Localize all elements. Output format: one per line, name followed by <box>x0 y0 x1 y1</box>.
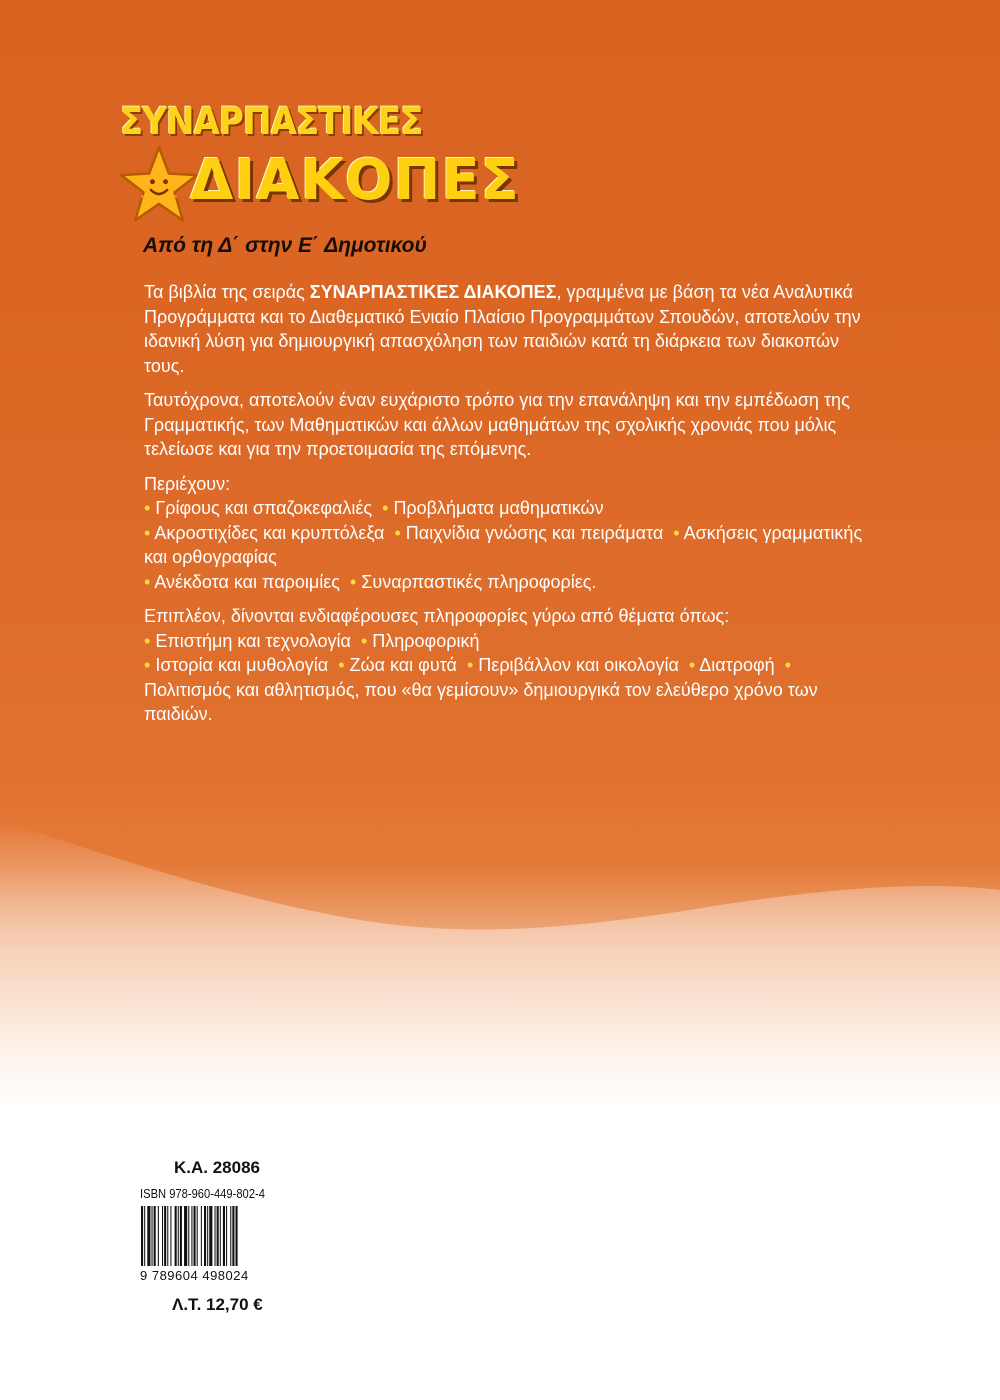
logo-line1: ΣΥΝΑΡΠΑΣΤΙΚΕΣ <box>120 100 423 143</box>
bullet: • <box>144 630 151 651</box>
bullet: • <box>338 655 345 675</box>
bullet: • <box>784 655 792 675</box>
barcode-bar <box>175 1206 177 1266</box>
barcode-bar <box>204 1206 206 1266</box>
contents-paragraph <box>144 472 864 595</box>
isbn-number: ISBN 978-960-449-802-4 <box>140 1186 265 1201</box>
list-item: Παιχνίδια γνώσης και πειράματα <box>405 522 664 543</box>
intro-paragraph <box>144 280 864 378</box>
barcode-bar <box>194 1206 196 1266</box>
barcode-bar <box>184 1206 187 1266</box>
barcode-bar <box>164 1206 166 1266</box>
barcode-bar <box>230 1206 231 1266</box>
series-logo <box>118 100 520 230</box>
barcode-bar <box>170 1206 171 1266</box>
bullet: • <box>394 522 401 543</box>
barcode <box>140 1206 275 1266</box>
bullet: • <box>673 522 680 543</box>
logo-line2: ΔΙΑΚΟΠΕΣ <box>190 148 520 213</box>
bullet: • <box>466 655 474 675</box>
barcode-bar <box>144 1206 145 1266</box>
bullet: • <box>144 571 151 592</box>
list-item: Γρίφους και σπαζοκεφαλιές <box>155 498 373 518</box>
barcode-bar <box>223 1206 225 1266</box>
bullet: • <box>382 498 389 518</box>
list-item: Ακροστιχίδες και κρυπτόλεξα <box>154 522 385 543</box>
bullet: • <box>349 571 357 592</box>
list-item: Προβλήματα μαθηματικών <box>393 498 604 518</box>
topics-intro: Επιπλέον, δίνονται ενδιαφέρουσες πληροφορίες γύρω από θέματα όπως: <box>144 606 730 626</box>
barcode-bar <box>220 1206 221 1266</box>
barcode-digits: 9 789604 498024 <box>140 1268 249 1283</box>
barcode-bar <box>141 1206 143 1266</box>
list-item: Ανέκδοτα και παροιμίες <box>154 571 340 592</box>
bullet: • <box>144 522 151 543</box>
barcode-bar <box>197 1206 198 1266</box>
list-item: Ιστορία και μυθολογία <box>155 655 329 675</box>
barcode-bar <box>217 1206 219 1266</box>
description <box>144 280 864 737</box>
barcode-bar <box>162 1206 163 1266</box>
list-item: Επιστήμη και τεχνολογία <box>155 630 351 651</box>
list-item: Ασκήσεις γραμματικής και ορθογραφίας <box>144 522 863 567</box>
barcode-bar <box>178 1206 179 1266</box>
list-item: Πληροφορική <box>372 630 480 651</box>
barcode-bar <box>226 1206 227 1266</box>
topics-paragraph <box>144 604 864 727</box>
barcode-bar <box>180 1206 182 1266</box>
catalog-code: Κ.Α. 28086 <box>174 1158 260 1177</box>
barcode-bar <box>236 1206 238 1266</box>
list-item: Διατροφή <box>699 655 775 675</box>
grade-subtitle: Από τη Δ΄ στην Ε΄ Δημοτικού <box>143 234 427 257</box>
barcode-bar <box>201 1206 202 1266</box>
barcode-bar <box>209 1206 212 1266</box>
series-name: ΣΥΝΑΡΠΑΣΤΙΚΕΣ ΔΙΑΚΟΠΕΣ <box>309 282 557 302</box>
barcode-bar <box>158 1206 159 1266</box>
contents-heading: Περιέχουν: <box>144 473 231 494</box>
list-item: Συναρπαστικές πληροφορίες. <box>361 571 597 592</box>
barcode-bar <box>152 1206 153 1266</box>
price: Λ.Τ. 12,70 € <box>172 1295 263 1314</box>
bullet: • <box>688 655 696 675</box>
barcode-bar <box>191 1206 192 1266</box>
list-item: Πολιτισμός και αθλητισμός, <box>144 679 360 700</box>
second-paragraph: Ταυτόχρονα, αποτελούν έναν ευχάριστο τρόπο για την επανάληψη και την εμπέδωση της Γραμματικής, των Μαθηματικών και άλλων μαθημάτων της σχολικής χρονιάς που μόλις τελείωσε και για την προετοιμασία της επόμενης. <box>144 390 850 459</box>
smiling-starfish-icon <box>118 144 200 226</box>
barcode-bar <box>232 1206 234 1266</box>
list-item: Ζώα και φυτά <box>349 655 457 675</box>
closing-text: που «θα γεμίσουν» δημιουργικά τον ελεύθερο χρόνο των παιδιών. <box>144 679 818 724</box>
barcode-bar <box>188 1206 189 1266</box>
barcode-bar <box>215 1206 216 1266</box>
barcode-bar <box>154 1206 156 1266</box>
barcode-bar <box>167 1206 168 1266</box>
bullet: • <box>360 630 368 651</box>
intro-text: Τα βιβλία της σειράς <box>144 282 310 302</box>
barcode-bar <box>207 1206 208 1266</box>
barcode-block <box>140 1154 275 1344</box>
list-item: Περιβάλλον και οικολογία <box>478 655 679 675</box>
bullet: • <box>144 655 151 675</box>
barcode-bar <box>147 1206 150 1266</box>
intro-text-cont: , γραμμένα με βάση τα νέα Αναλυτικά Προγράμματα και το Διαθεματικό Ενιαίο Πλαίσιο Προγραμμάτων Σπουδών, αποτελούν την ιδανική λύση για δημιουργική απασχόληση των παιδιών κατά τη διάρκεια των διακοπών τους. <box>144 282 861 376</box>
bullet: • <box>144 498 151 518</box>
